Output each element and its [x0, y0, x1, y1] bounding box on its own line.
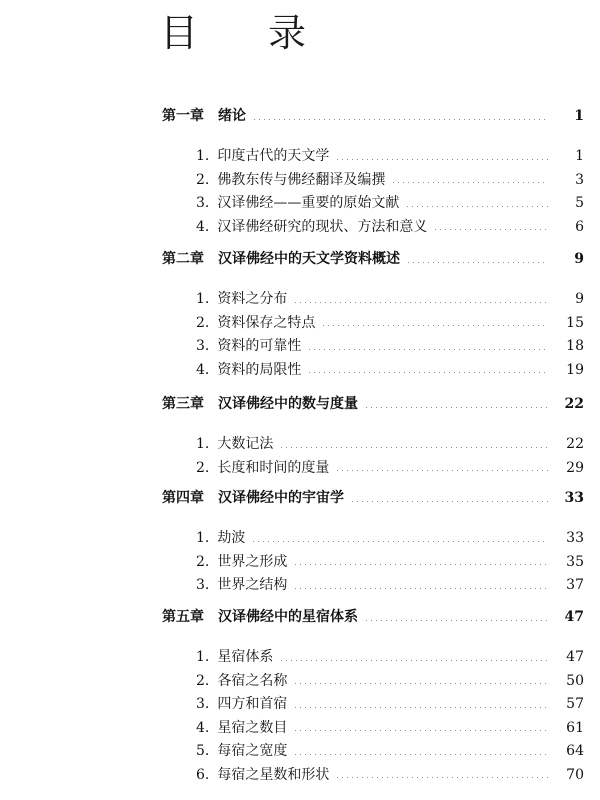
toc-section-row[interactable] — [196, 551, 584, 573]
dot-leader — [364, 620, 548, 621]
dot-leader — [252, 119, 548, 120]
section-title: 各宿之名称 — [217, 672, 288, 689]
dot-leader — [391, 182, 548, 183]
section-page-number: 19 — [566, 361, 584, 378]
toc-section-row[interactable] — [196, 574, 584, 596]
chapter-page-number: 9 — [574, 251, 584, 267]
chapter-title: 汉译佛经中的星宿体系 — [218, 609, 358, 625]
section-page-number: 5 — [575, 195, 584, 211]
chapter-title: 汉译佛经中的宇宙学 — [218, 490, 344, 506]
section-page-number: 29 — [566, 459, 584, 476]
dot-leader — [321, 325, 548, 326]
section-number: 3. — [196, 195, 210, 211]
toc-section-row[interactable] — [196, 359, 584, 381]
toc-section-row[interactable] — [196, 169, 584, 191]
section-number: 3. — [196, 577, 210, 593]
chapter-page-number: 33 — [564, 490, 584, 506]
toc-section-row[interactable] — [196, 288, 584, 310]
dot-leader — [307, 372, 548, 373]
section-page-number: 61 — [566, 719, 584, 736]
section-number: 5. — [196, 743, 210, 759]
toc-section-row[interactable] — [196, 693, 584, 715]
section-number: 1. — [196, 530, 210, 546]
section-number: 1. — [196, 436, 210, 452]
chapter-label: 第四章 — [162, 490, 204, 506]
section-title: 每宿之星数和形状 — [217, 766, 330, 783]
dot-leader — [433, 229, 548, 230]
chapter-label: 第五章 — [162, 609, 204, 625]
dot-leader — [293, 302, 548, 303]
section-page-number: 9 — [575, 291, 584, 307]
toc-section-row[interactable] — [196, 192, 584, 214]
section-title: 世界之形成 — [217, 553, 288, 570]
dot-leader — [350, 501, 548, 502]
toc-section-row[interactable] — [196, 527, 584, 549]
section-page-number: 1 — [575, 148, 584, 164]
toc-chapter-row[interactable] — [162, 105, 584, 127]
section-number: 6. — [196, 766, 210, 783]
dot-leader — [293, 683, 548, 684]
section-page-number: 18 — [566, 338, 584, 354]
section-number: 1. — [196, 148, 210, 164]
section-title: 资料的局限性 — [217, 361, 302, 378]
dot-leader — [335, 777, 548, 778]
chapter-label: 第三章 — [162, 396, 204, 412]
dot-leader — [335, 159, 548, 160]
section-title: 每宿之宽度 — [217, 743, 288, 759]
section-title: 资料之分布 — [217, 291, 288, 307]
section-title: 星宿之数目 — [217, 719, 288, 736]
section-title: 资料保存之特点 — [217, 314, 316, 331]
section-number: 2. — [196, 171, 210, 188]
section-title: 星宿体系 — [217, 649, 274, 665]
chapter-page-number: 22 — [564, 396, 584, 412]
section-title: 劫波 — [217, 530, 246, 546]
section-number: 2. — [196, 672, 210, 689]
toc-chapter-row[interactable] — [162, 487, 584, 509]
dot-leader — [293, 588, 548, 589]
section-page-number: 15 — [566, 314, 584, 331]
dot-leader — [307, 349, 548, 350]
chapter-title: 汉译佛经中的数与度量 — [218, 396, 358, 412]
dot-leader — [279, 660, 548, 661]
dot-leader — [279, 447, 548, 448]
section-number: 2. — [196, 314, 210, 331]
section-title: 资料的可靠性 — [217, 338, 302, 354]
toc-section-row[interactable] — [196, 312, 584, 334]
dot-leader — [364, 407, 548, 408]
section-title: 世界之结构 — [217, 577, 288, 593]
section-page-number: 3 — [575, 171, 584, 188]
page-title — [160, 11, 307, 55]
section-page-number: 6 — [575, 218, 584, 235]
toc-section-row[interactable] — [196, 717, 584, 739]
section-page-number: 50 — [566, 672, 584, 689]
dot-leader — [251, 541, 548, 542]
toc-section-row[interactable] — [196, 764, 584, 786]
dot-leader — [293, 707, 548, 708]
chapter-page-number: 47 — [564, 609, 584, 625]
section-title: 佛教东传与佛经翻译及编撰 — [217, 171, 386, 188]
toc-chapter-row[interactable] — [162, 606, 584, 628]
section-title: 长度和时间的度量 — [217, 459, 330, 476]
toc-section-row[interactable] — [196, 335, 584, 357]
section-page-number: 70 — [566, 766, 584, 783]
section-title: 印度古代的天文学 — [217, 148, 330, 164]
dot-leader — [406, 262, 548, 263]
section-title: 大数记法 — [217, 436, 274, 452]
section-number: 1. — [196, 649, 210, 665]
section-title: 汉译佛经研究的现状、方法和意义 — [217, 218, 428, 235]
dot-leader — [335, 470, 548, 471]
dot-leader — [293, 730, 548, 731]
chapter-title: 汉译佛经中的天文学资料概述 — [218, 251, 400, 267]
dot-leader — [293, 564, 548, 565]
section-title: 四方和首宿 — [217, 696, 288, 712]
section-number: 2. — [196, 459, 210, 476]
toc-section-row[interactable] — [196, 646, 584, 668]
toc-section-row[interactable] — [196, 457, 584, 479]
section-title: 汉译佛经——重要的原始文献 — [217, 195, 400, 211]
title-char-1: 目 — [160, 11, 199, 55]
toc-section-row[interactable] — [196, 145, 584, 167]
toc-section-row[interactable] — [196, 740, 584, 762]
section-number: 1. — [196, 291, 210, 307]
section-page-number: 22 — [566, 436, 584, 452]
section-number: 4. — [196, 361, 210, 378]
section-page-number: 35 — [566, 553, 584, 570]
chapter-page-number: 1 — [574, 108, 584, 124]
toc-section-row[interactable] — [196, 216, 584, 238]
section-number: 3. — [196, 338, 210, 354]
chapter-title: 绪论 — [218, 108, 246, 124]
section-page-number: 37 — [566, 577, 584, 593]
section-number: 4. — [196, 218, 210, 235]
toc-chapter-row[interactable] — [162, 248, 584, 270]
section-number: 4. — [196, 719, 210, 736]
dot-leader — [293, 754, 548, 755]
toc-section-row[interactable] — [196, 433, 584, 455]
section-page-number: 64 — [566, 743, 584, 759]
section-number: 3. — [196, 696, 210, 712]
chapter-label: 第二章 — [162, 251, 204, 267]
dot-leader — [405, 206, 548, 207]
title-char-2: 录 — [268, 11, 307, 55]
section-page-number: 47 — [566, 649, 584, 665]
toc-chapter-row[interactable] — [162, 393, 584, 415]
toc-section-row[interactable] — [196, 670, 584, 692]
chapter-label: 第一章 — [162, 108, 204, 124]
section-number: 2. — [196, 553, 210, 570]
section-page-number: 57 — [566, 696, 584, 712]
section-page-number: 33 — [566, 530, 584, 546]
